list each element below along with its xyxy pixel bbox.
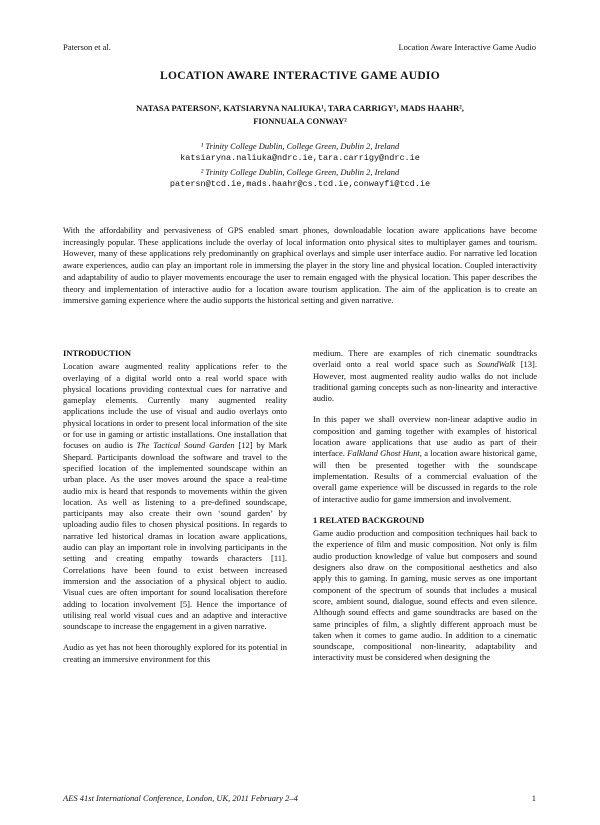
affiliation-1-emails[interactable]: katsiaryna.naliuka@ndrc.ie,tara.carrigy@ndrc.ie [180,153,420,163]
right-p1-text-b: [13]. However, most augmented reality audio walks do not include traditional gaming concepts such as non-linearity and interactive audio. [313,359,537,404]
affiliation-1-institution: ¹ Trinity College Dublin, College Green, Dublin 2, Ireland [200,141,400,151]
running-header-left: Paterson et al. [63,42,111,52]
page-number: 1 [531,793,536,803]
falkland-ghost-hunt-title: Falkland Ghost Hunt [347,448,420,459]
intro-paragraph-2: Audio as yet has not been thoroughly explored for its potential in creating an immersive environment for this [63,642,287,664]
section-heading-introduction: INTRODUCTION [63,348,132,358]
right-paragraph-2 [313,414,537,504]
right-p2-text-b: , a location aware historical game, will then be presented together with the soundscape implementation. Results of a commercial evaluation of the overall game experience will be discussed in regards to the role of interactive audio for game immersion and involvement. [313,448,537,504]
right-paragraph-1 [313,348,537,404]
intro-p1-text-b: [12] by Mark Shepard. Participants download the software and travel to the specified location of the implemented soundscape within an urban place. As the user moves around the space a real-time audio mix is heard that responds to movements within the given location. As well as listening to a pre-defined soundscape, participants may also create their own ‘sound garden’ by uploading audio files to chosen physical positions. In regards to narrative led historical dramas in location aware applications, audio can play an important role in involving participants in the setting and creating empathy towards characters [11]. Correlations have been found to exist between increased immersion and the association of a physical object to audio. Visual cues are often important for sound localisation therefore adding to location involvement [5]. Hence the importance of utilising real world visual cues and an adaptive and interactive soundscape to increase the engagement in a given narrative. [63,440,288,632]
right-column [313,348,537,674]
abstract: With the affordability and pervasiveness of GPS enabled smart phones, downloadable location aware applications have become increasingly popular. These applications include the overlay of local information onto physical sites to multiplayer games and tourism. However, many of these applications rely predominantly on graphical overlays and simple user interface audio. For narrative led location aware experiences, audio can play an important role in immersing the player in the story line and physical location. Coupled interactivity and adaptability of audio to player movements encourage the user to remain engaged with the physical location. This paper describes the theory and implementation of interactive audio for a location aware tourism application. The aim of the application is to create an immersive gaming experience where the audio supports the historical setting and given narrative. [63,225,537,306]
author-line-2: FIONNUALA CONWAY² [253,116,347,126]
right-p2-text-a: In this paper we shall overview non-linear adaptive audio in composition and gaming together with examples of historical location aware applications that use audio as part of their interface. [313,414,537,459]
related-background-paragraph: Game audio production and composition techniques hail back to the experience of film and music composition. Not only is film audio production knowledge of value but composers and sound designers also draw on the compositional aesthetics and also apply this to gaming. In gaming, music serves as one important component of the spectrum of sounds that includes a musical score, ambient sound, dialogue, sound effects and even silence. Although sound effects and game soundtracks are based on the same principles of film, a slightly different approach must be taken when it comes to game audio. In addition to a cinematic soundscape, compositional non-linearity, adaptability and interactivity must be considered when designing the [313,528,537,663]
footer-conference: AES 41st International Conference, London, UK, 2011 February 2–4 [63,793,298,803]
soundwalk-title: SoundWalk [477,359,516,370]
intro-paragraph-1 [63,361,287,632]
left-column [63,348,287,675]
running-header-right: Location Aware Interactive Game Audio [398,42,536,52]
tactical-sound-garden-title: The Tactical Sound Garden [136,440,235,451]
affiliation-1 [0,140,600,164]
intro-p1-text-a: Location aware augmented reality applications refer to the overlaying of a digital world onto a real world space with physical locations providing contextual cues for narrative and gameplay elements. Currently many augmented reality applications include the use of visual and audio overlays onto physical locations in order to present local information of the site or for use in gaming or artistic installations. One installation that focuses on audio is [63,361,287,451]
author-list [80,102,520,128]
affiliation-2-institution: ² Trinity College Dublin, College Green, Dublin 2, Ireland [200,167,400,177]
right-p1-text-a: medium. There are examples of rich cinematic soundtracks overlaid onto a real world space such as [313,348,537,370]
affiliation-2 [0,166,600,190]
author-line-1: NATASA PATERSON², KATSIARYNA NALIUKA¹, TARA CARRIGY¹, MADS HAAHR², [136,103,464,113]
section-heading-related-background: 1 RELATED BACKGROUND [313,514,425,525]
affiliation-2-emails[interactable]: patersn@tcd.ie,mads.haahr@cs.tcd.ie,conwayfi@tcd.ie [169,179,431,189]
paper-title: LOCATION AWARE INTERACTIVE GAME AUDIO [160,70,440,82]
